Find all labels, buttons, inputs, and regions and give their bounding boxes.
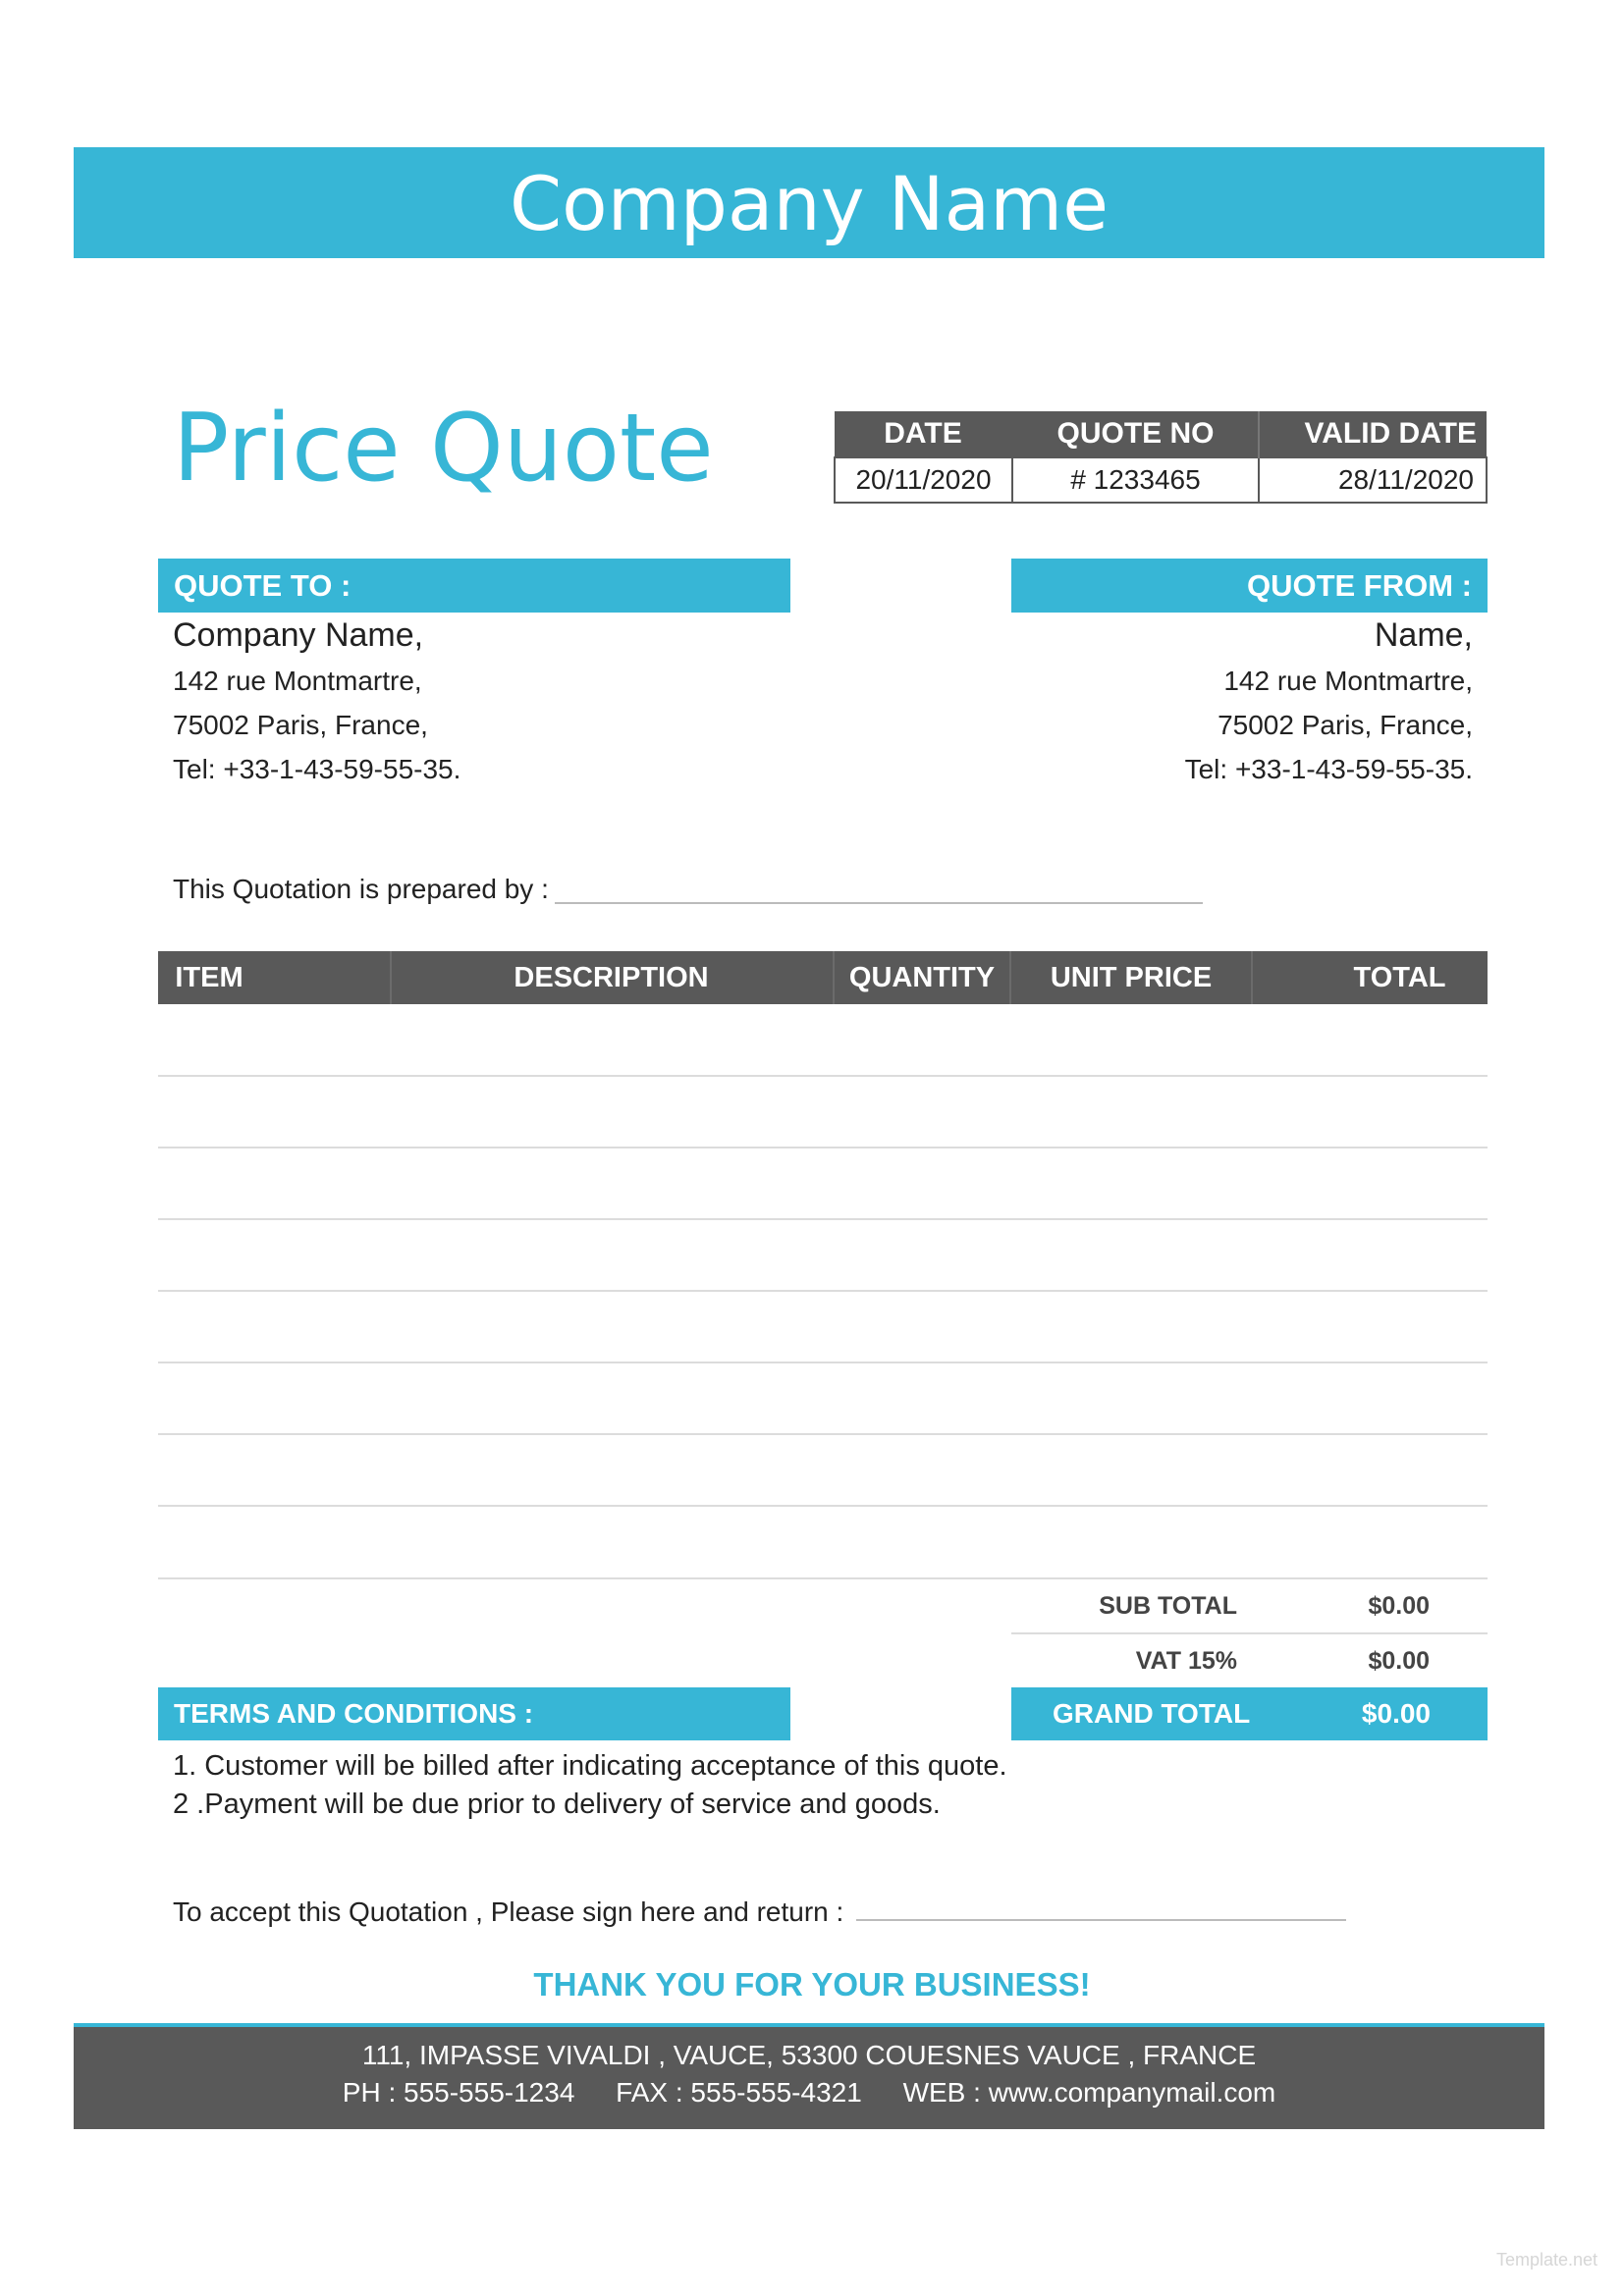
vat-value: $0.00 [1368,1647,1430,1675]
quantity-column-header: QUANTITY [835,951,1011,1004]
quote-from-street: 142 rue Montmartre, [1223,666,1473,696]
valid-date-header: VALID DATE [1259,411,1487,457]
description-column-header: DESCRIPTION [390,951,835,1004]
header-banner [74,147,1544,258]
table-row[interactable] [158,1075,1488,1077]
valid-date-value[interactable]: 28/11/2020 [1259,457,1487,503]
terms-label: TERMS AND CONDITIONS : [158,1687,790,1740]
table-row[interactable] [158,1290,1488,1292]
grand-total-label: GRAND TOTAL [1053,1698,1251,1729]
document-title: Price Quote [173,395,714,503]
thank-you-message: THANK YOU FOR YOUR BUSINESS! [533,1966,1091,2002]
quote-to-city: 75002 Paris, France, [173,710,428,740]
company-name: Company Name [510,160,1109,247]
sub-total-value: $0.00 [1368,1592,1430,1620]
quote-to-label: QUOTE TO : [158,559,790,613]
quote-no-header: QUOTE NO [1012,411,1259,457]
quote-from-address [1185,612,1473,791]
quote-to-phone: Tel: +33-1-43-59-55-35. [173,754,461,784]
footer-address: 111, IMPASSE VIVALDI , VAUCE, 53300 COUESNES VAUCE , FRANCE [361,2040,1257,2070]
quote-from-name: Name, [1374,616,1473,654]
footer-fax: FAX : 555-555-4321 [616,2077,862,2108]
sub-total-label: SUB TOTAL [1099,1592,1237,1620]
quote-to-address [173,612,460,791]
table-row[interactable] [158,1433,1488,1435]
vat-label: VAT 15% [1135,1647,1237,1675]
footer-web[interactable]: WEB : www.companymail.com [902,2077,1276,2108]
table-row[interactable] [158,1362,1488,1363]
grand-total-bar [1011,1687,1488,1740]
quote-from-phone: Tel: +33-1-43-59-55-35. [1184,754,1473,784]
prepared-by-label: This Quotation is prepared by : [173,874,549,904]
table-row[interactable] [158,1505,1488,1507]
table-row[interactable] [158,1218,1488,1220]
unit-price-column-header: UNIT PRICE [1011,951,1253,1004]
footer-contacts [74,2077,1544,2109]
quote-from-label: QUOTE FROM : [1011,559,1488,613]
date-header: DATE [835,411,1012,457]
quote-to-name: Company Name, [173,616,424,654]
accept-label: To accept this Quotation , Please sign here and return : [173,1896,844,1927]
quote-from-city: 75002 Paris, France, [1218,710,1473,740]
total-column-header: TOTAL [1353,962,1446,993]
watermark: Template.net [1495,2250,1597,2269]
footer-bar [74,2027,1544,2129]
quote-to-street: 142 rue Montmartre, [173,666,422,696]
table-row[interactable] [158,1147,1488,1148]
prepared-by-signature-line[interactable] [555,902,1203,904]
signature-line[interactable] [856,1919,1346,1921]
item-column-header: ITEM [158,951,392,1004]
footer-phone: PH : 555-555-1234 [342,2077,575,2108]
totals-divider [1011,1632,1488,1634]
quote-no-value[interactable]: # 1233465 [1012,457,1259,503]
terms-line-1: 1. Customer will be billed after indicating acceptance of this quote. [173,1750,1007,1782]
table-row[interactable] [158,1577,1488,1579]
quote-meta-table [834,411,1488,504]
items-table-header [158,951,1488,1004]
grand-total-value: $0.00 [1361,1698,1431,1729]
date-value[interactable]: 20/11/2020 [835,457,1012,503]
terms-line-2: 2 .Payment will be due prior to delivery of service and goods. [173,1789,941,1820]
